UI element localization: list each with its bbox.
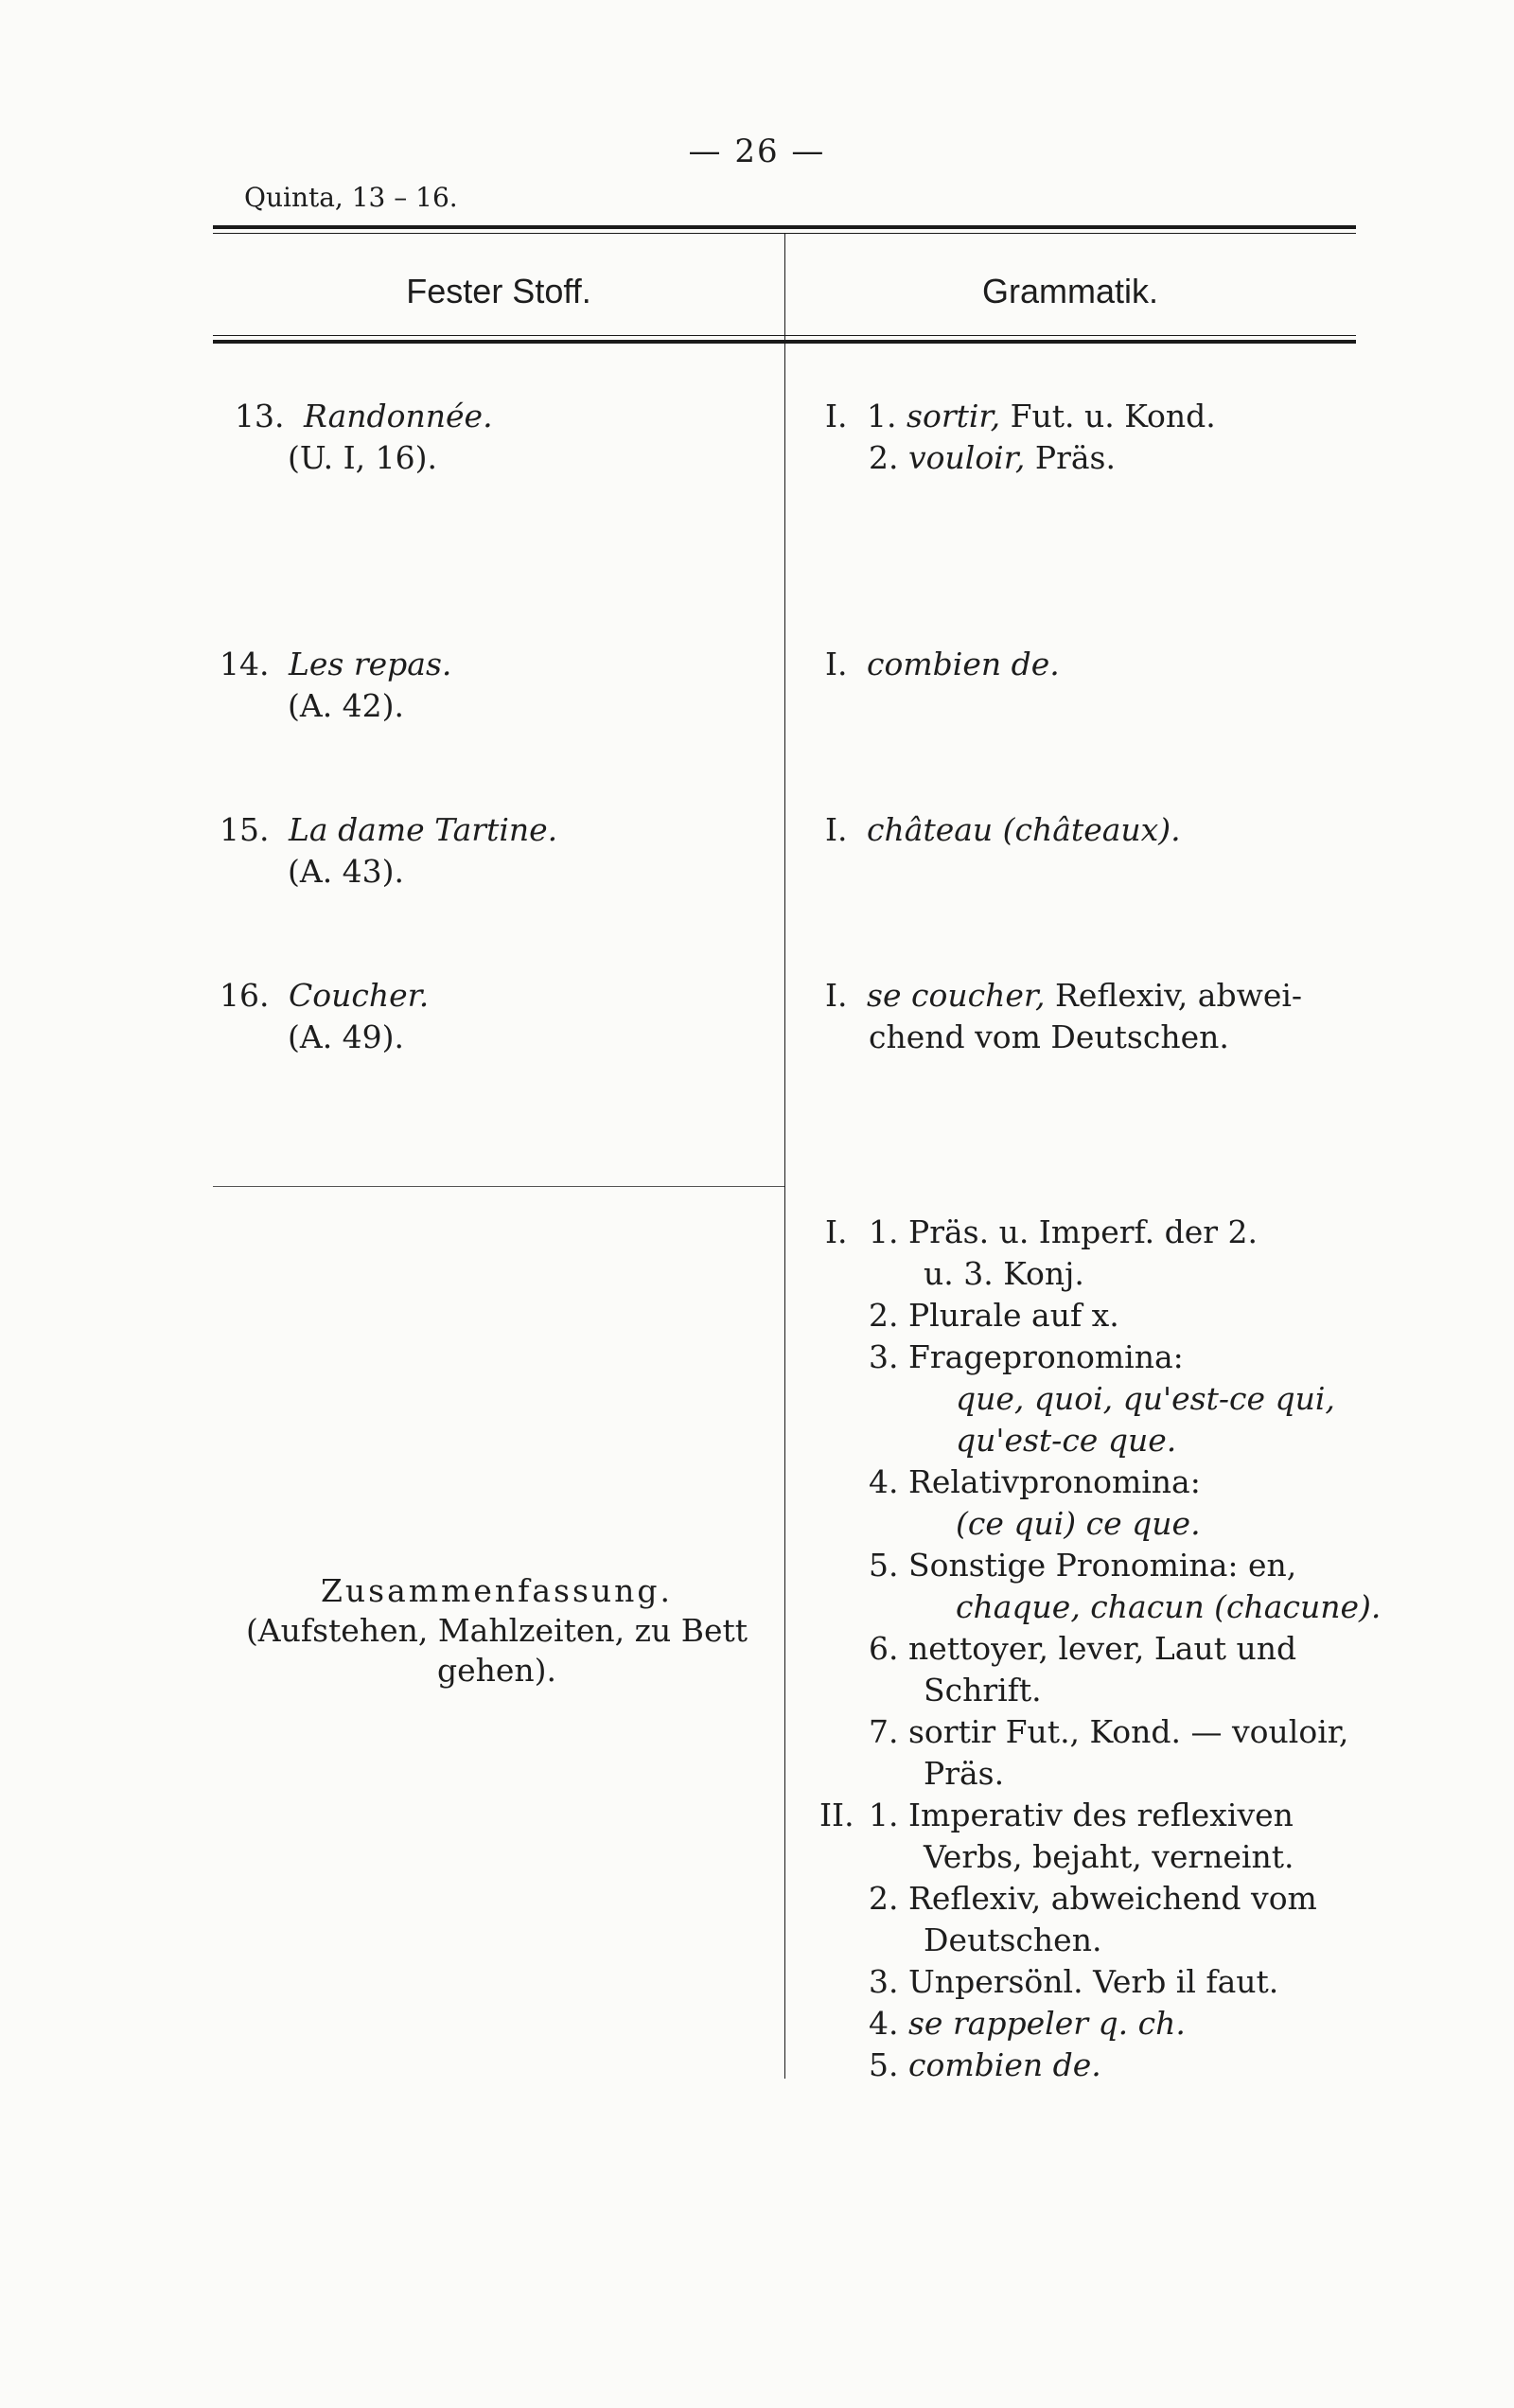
grammar-15 <box>825 809 1181 851</box>
item-text: vouloir, <box>908 439 1026 476</box>
lesson-reference: (A. 43). <box>288 853 405 890</box>
item-line: que, quoi, qu'est-ce qui, <box>956 1380 1335 1417</box>
item-line: Reflexiv, abweichend vom <box>908 1880 1317 1917</box>
item-text: combien de. <box>867 646 1060 682</box>
lesson-title: Coucher. <box>288 977 430 1014</box>
item-number: 3. <box>869 1963 899 2000</box>
lesson-reference: (U. I, 16). <box>288 439 438 476</box>
summary-item-II-1 <box>869 1795 1294 1878</box>
item-line: sortir Fut., Kond. — vouloir, <box>908 1713 1349 1750</box>
item-text: Präs. <box>1025 439 1116 476</box>
page-number: — 26 — <box>688 133 826 170</box>
item-line: (ce qui) ce que. <box>956 1505 1201 1542</box>
item-text: chend vom Deutschen. <box>869 1018 1229 1055</box>
item-line: combien de. <box>908 2046 1101 2083</box>
item-number: 6. <box>869 1630 899 1667</box>
item-text: Fut. u. Kond. <box>1000 398 1216 434</box>
column-title-right: Grammatik. <box>981 272 1158 310</box>
column-title-left: Fester Stoff. <box>406 272 591 310</box>
item-number: 5. <box>869 1547 899 1584</box>
item-line: Relativpronomina: <box>908 1463 1201 1500</box>
top-rule-thick <box>213 225 1356 229</box>
summary-item-I-5 <box>869 1545 1381 1628</box>
running-head: Quinta, 13 – 16. <box>244 182 458 213</box>
lesson-number: 13. <box>235 398 285 434</box>
lesson-title: La dame Tartine. <box>288 811 558 848</box>
item-number: 2. <box>869 439 899 476</box>
left-section-rule <box>213 1186 784 1187</box>
item-number: 7. <box>869 1713 899 1750</box>
item-line: Fragepronomina: <box>908 1338 1184 1375</box>
item-number: 4. <box>869 1463 899 1500</box>
item-line: Verbs, bejaht, verneint. <box>924 1838 1294 1875</box>
item-number: 3. <box>869 1338 899 1375</box>
summary-roman-I: I. <box>825 1213 848 1250</box>
roman-numeral: I. <box>825 811 848 848</box>
summary-item-I-2 <box>869 1295 1119 1337</box>
summary-item-II-4 <box>869 2003 1186 2045</box>
summary-item-I-3 <box>869 1337 1335 1461</box>
item-line: Schrift. <box>924 1672 1042 1709</box>
item-line: Präs. <box>924 1755 1005 1792</box>
lesson-reference: (A. 49). <box>288 1018 405 1055</box>
lesson-16 <box>220 975 429 1058</box>
item-number: 4. <box>869 2005 899 2042</box>
summary-item-I-6 <box>869 1628 1296 1711</box>
lesson-title: Les repas. <box>288 646 452 682</box>
summary-item-I-7 <box>869 1711 1348 1795</box>
item-line: Imperativ des reflexiven <box>908 1797 1294 1833</box>
item-line: Sonstige Pronomina: en, <box>908 1547 1297 1584</box>
item-line: qu'est-ce que. <box>956 1422 1177 1459</box>
lesson-15 <box>220 809 557 893</box>
summary-item-I-1 <box>869 1212 1258 1295</box>
summary-item-II-2 <box>869 1878 1317 1961</box>
item-text: château (châteaux). <box>867 811 1181 848</box>
item-line: chaque, chacun (chacune). <box>956 1588 1382 1625</box>
lesson-14 <box>220 644 451 727</box>
item-line: Unpersönl. Verb il faut. <box>908 1963 1279 2000</box>
lesson-13 <box>235 396 493 479</box>
summary-item-II-3 <box>869 1961 1278 2003</box>
grammar-14 <box>825 644 1060 685</box>
summary-title: Zusammenfassung. <box>320 1572 674 1609</box>
roman-numeral: I. <box>825 398 848 434</box>
lesson-reference: (A. 42). <box>288 687 405 724</box>
column-divider <box>784 233 785 2079</box>
lesson-title: Randonnée. <box>303 398 493 434</box>
item-text: se coucher, <box>867 977 1046 1014</box>
item-text: Reflexiv, abwei- <box>1045 977 1303 1014</box>
item-line: Deutschen. <box>924 1921 1102 1958</box>
lesson-number: 14. <box>220 646 270 682</box>
item-number: 1. <box>869 1797 899 1833</box>
grammar-13 <box>825 396 1216 479</box>
item-line: u. 3. Konj. <box>924 1255 1084 1292</box>
item-text: sortir, <box>907 398 1001 434</box>
item-number: 1. <box>867 398 897 434</box>
roman-numeral: I. <box>825 977 848 1014</box>
item-line: se rappeler q. ch. <box>908 2005 1186 2042</box>
summary-block <box>213 1571 781 1691</box>
item-line: nettoyer, lever, Laut und <box>908 1630 1297 1667</box>
item-line: Plurale auf x. <box>908 1297 1119 1334</box>
summary-text: (Aufstehen, Mahlzeiten, zu Bett gehen). <box>245 1612 748 1689</box>
lesson-number: 15. <box>220 811 270 848</box>
summary-item-I-4 <box>869 1461 1201 1545</box>
summary-item-II-5 <box>869 2045 1101 2086</box>
summary-roman-II: II. <box>819 1797 854 1833</box>
item-number: 5. <box>869 2046 899 2083</box>
item-number: 1. <box>869 1213 899 1250</box>
item-number: 2. <box>869 1880 899 1917</box>
roman-numeral: I. <box>825 646 848 682</box>
item-line: Präs. u. Imperf. der 2. <box>908 1213 1258 1250</box>
grammar-16 <box>825 975 1302 1058</box>
item-number: 2. <box>869 1297 899 1334</box>
lesson-number: 16. <box>220 977 270 1014</box>
